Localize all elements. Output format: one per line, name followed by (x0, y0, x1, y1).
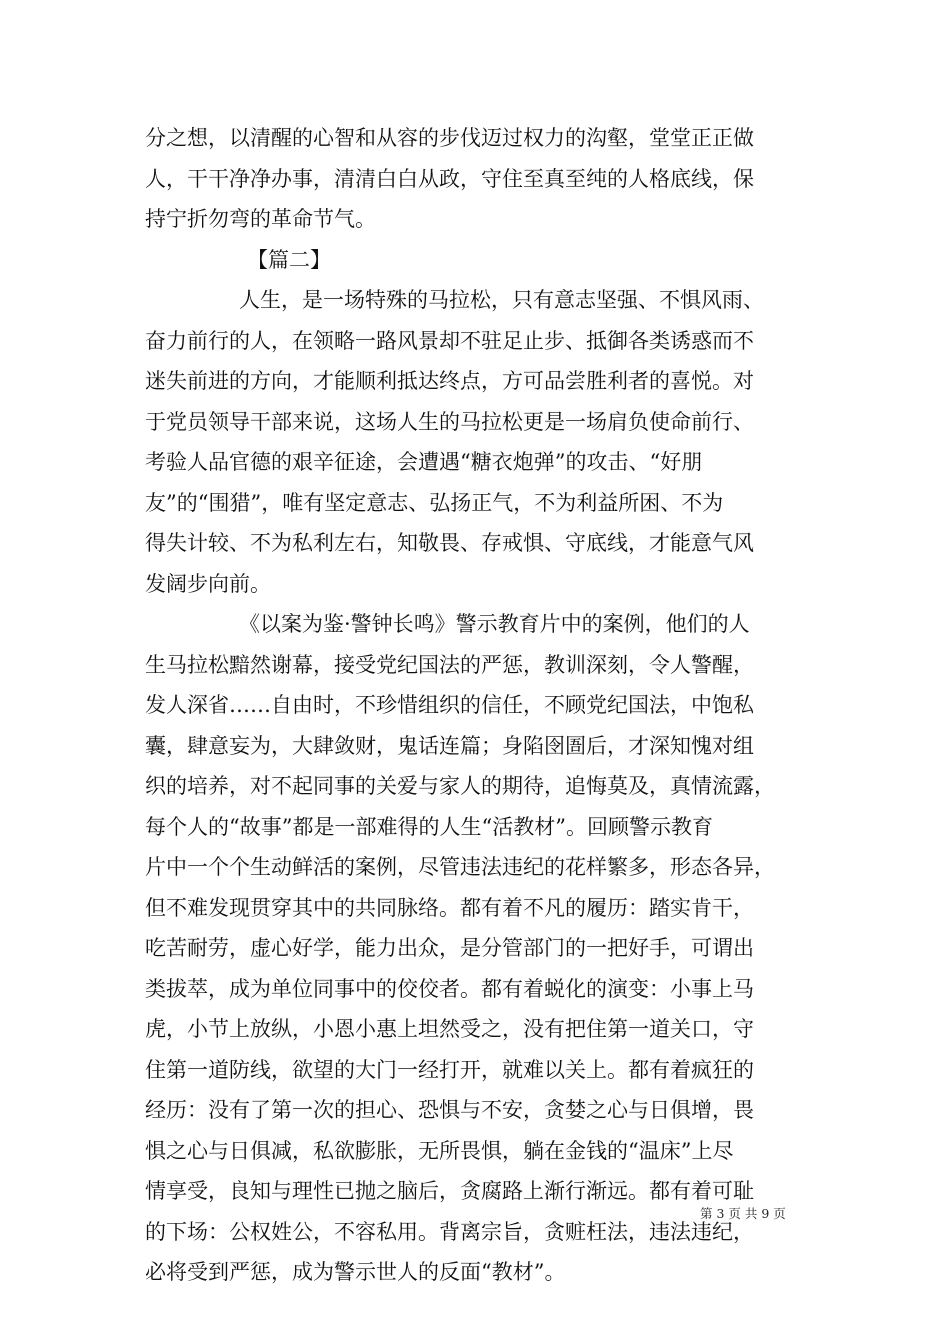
text-line: 住第一道防线，欲望的大门一经打开，就难以关上。都有着疯狂的 (145, 1057, 754, 1082)
text-line: 经历：没有了第一次的担心、恐惧与不安，贪婪之心与日俱增，畏 (145, 1098, 754, 1122)
text-line: 的下场：公权姓公，不容私用。背离宗旨，贪赃枉法，违法违纪， (145, 1219, 754, 1244)
text-line: 人生，是一场特殊的马拉松，只有意志坚强、不惧风雨、 (239, 288, 764, 312)
text-line: 持宁折勿弯的革命节气。 (145, 207, 376, 231)
paragraph-2 (145, 604, 845, 1293)
text-line: 片中一个个生动鲜活的案例，尽管违法违纪的花样繁多，形态各异， (145, 855, 775, 879)
text-line: 类拔萃，成为单位同事中的佼佼者。都有着蜕化的演变：小事上马 (145, 976, 754, 1001)
text-line: 迷失前进的方向，才能顺利抵达终点，方可品尝胜利者的喜悦。对 (145, 369, 754, 393)
text-line: 人，干干净净办事，清清白白从政，守住至真至纯的人格底线，保 (145, 166, 754, 191)
paragraph-1 (145, 280, 845, 604)
text-line: 《以案为鉴·警钟长鸣》警示教育片中的案例，他们的人 (239, 612, 750, 636)
text-line: 于党员领导干部来说，这场人生的马拉松更是一场肩负使命前行、 (145, 409, 754, 434)
text-line: 考验人品官德的艰辛征途，会遭遇“糖衣炮弹”的攻击、“好朋 (145, 450, 703, 474)
text-line: 虎，小节上放纵，小恩小惠上坦然受之，没有把住第一道关口，守 (145, 1017, 754, 1041)
text-line: 每个人的“故事”都是一部难得的人生“活教材”。回顾警示教育 (145, 814, 713, 839)
text-line: 发阔步向前。 (145, 571, 271, 596)
text-line: 情享受，良知与理性已抛之脑后，贪腐路上渐行渐远。都有着可耻 (145, 1179, 754, 1203)
text-line: 但不难发现贯穿其中的共同脉络。都有着不凡的履历：踏实肯干， (145, 895, 754, 920)
text-line: 分之想，以清醒的心智和从容的步伐迈过权力的沟壑，堂堂正正做 (145, 126, 754, 150)
text-line: 织的培养，对不起同事的关爱与家人的期待，追悔莫及，真情流露， (145, 774, 775, 798)
text-line: 生马拉松黯然谢幕，接受党纪国法的严惩，教训深刻，令人警醒， (145, 652, 754, 677)
text-line: 发人深省……自由时，不珍惜组织的信任，不顾党纪国法，中饱私 (145, 693, 754, 717)
text-line: 友”的“围猎”，唯有坚定意志、弘扬正气，不为利益所困、不为 (145, 490, 724, 515)
text-line: 得失计较、不为私利左右，知敬畏、存戒惧、守底线，才能意气风 (145, 531, 754, 555)
page-number-footer: 第 3 页 共 9 页 (700, 1206, 786, 1221)
section-heading: 【篇二】 (247, 247, 331, 272)
document-body (145, 118, 845, 1293)
text-line: 吃苦耐劳，虚心好学，能力出众，是分管部门的一把好手，可谓出 (145, 936, 754, 960)
text-line: 惧之心与日俱减，私欲膨胀，无所畏惧，躺在金钱的“温床”上尽 (145, 1138, 734, 1163)
text-line: 奋力前行的人，在领略一路风景却不驻足止步、抵御各类诱惑而不 (145, 328, 754, 353)
text-line: 必将受到严惩，成为警示世人的反面“教材”。 (145, 1260, 566, 1284)
text-line: 囊，肆意妄为，大肆敛财，鬼话连篇；身陷囹圄后，才深知愧对组 (145, 733, 754, 758)
